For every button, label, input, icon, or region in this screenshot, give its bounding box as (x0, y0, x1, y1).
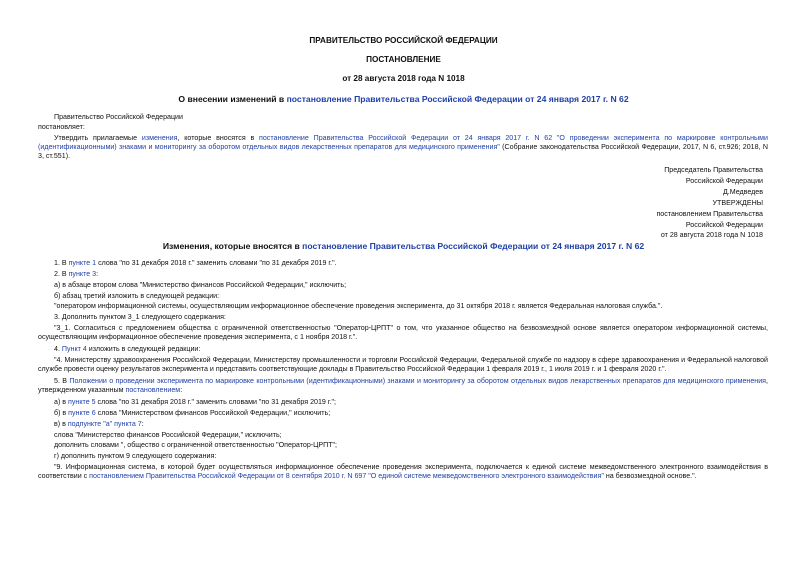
changes-heading: Изменения, которые вносятся в постановление Правительства Российской Федерации от 24 января 2017 г. N 62 (162, 241, 645, 251)
signature-org: Российской Федерации (685, 177, 763, 185)
item-5d: г) дополнить пунктом 9 следующего содержания: (54, 452, 217, 460)
decree-62-link[interactable]: постановление Правительства Российской Федерации от 24 января 2017 г. N 62 "О проведении эксперимента по маркировке контрольными (идентификационными) знаками и мониторингу за оборотом отдельных видов лекарственных препаратов для медицинского применения" (38, 134, 768, 151)
document-type: ПОСТАНОВЛЕНИЕ (366, 55, 441, 64)
decree-697-link[interactable]: постановлением Правительства Российской Федерации от 8 сентября 2010 г. N 697 "О единой системе межведомственного электронного взаимодействия" (89, 472, 604, 480)
item-2-link[interactable]: пункте 3 (68, 270, 97, 278)
item-2a: а) в абзаце втором слова "Министерство финансов Российской Федерации," исключить; (54, 281, 347, 289)
item-5: 5. В Положении о проведении эксперимента по маркировке контрольными (идентификационными) знаками и мониторингу за оборотом отдельных видов лекарственных препаратов для медицинского применения, утвержденном указанным постановлением: (38, 377, 769, 394)
item-3-quote: "3_1. Согласиться с предложением общества с ограниченной ответственностью "Оператор-ЦРПТ" о том, что указанное общество на безвозмездной основе является оператором информационной системы, осуществляющим информационное обеспечение проведения эксперимента, с 1 ноября 2018 г.". (38, 324, 768, 341)
approved-by: постановлением Правительства (656, 210, 763, 218)
changes-heading-link[interactable]: постановление Правительства Российской Федерации от 24 января 2017 г. N 62 (302, 241, 645, 251)
item-5c: в) в подпункте "а" пункта 7: (54, 420, 144, 428)
approved-date: от 28 августа 2018 года N 1018 (660, 231, 763, 239)
item-4-link[interactable]: Пункт 4 (61, 345, 87, 353)
item-2: 2. В пункте 3: (54, 270, 99, 278)
item-5c-line-2: дополнить словами ", общество с ограниченной ответственностью "Оператор-ЦРПТ"; (54, 441, 338, 449)
title-link[interactable]: постановление Правительства Российской Федерации от 24 января 2017 г. N 62 (286, 94, 629, 104)
item-2b-quote: "оператором информационной системы, осуществляющим информационное обеспечение проведения эксперимента, до 31 октября 2018 г. является Федеральная налоговая служба.". (54, 302, 663, 310)
item-1: 1. В пункте 1 слова "по 31 декабря 2018 г." заменить словами "по 31 декабря 2019 г.". (54, 259, 337, 267)
approved-label: УТВЕРЖДЕНЫ (712, 199, 763, 207)
signature-name: Д.Медведев (722, 188, 763, 196)
item-5b-link[interactable]: пункте 6 (68, 409, 96, 417)
item-5a: а) в пункте 5 слова "по 31 декабря 2018 г." заменить словами "по 31 декабря 2019 г."; (54, 398, 337, 406)
changes-link[interactable]: изменения (141, 134, 178, 142)
item-4: 4. Пункт 4 изложить в следующей редакции: (54, 345, 201, 353)
document-date: от 28 августа 2018 года N 1018 (342, 74, 465, 83)
title-text: О внесении изменений в (178, 94, 287, 104)
signature-position: Председатель Правительства (664, 166, 763, 174)
regulation-link[interactable]: Положении о проведении эксперимента по маркировке контрольными (идентификационными) знаками и мониторингу за оборотом отдельных видов лекарственных препаратов для медицинского применения (69, 377, 767, 385)
item-5a-link[interactable]: пункте 5 (68, 398, 96, 406)
item-2b: б) абзац третий изложить в следующей редакции: (54, 292, 220, 300)
preamble-line-2: постановляет: (38, 123, 85, 131)
approved-org: Российской Федерации (685, 221, 763, 229)
preamble-paragraph: Утвердить прилагаемые изменения, которые вносятся в постановление Правительства Российской Федерации от 24 января 2017 г. N 62 "О проведении эксперимента по маркировке контрольными (идентификационными) знаками и мониторингу за оборотом отдельных видов лекарственных препаратов для медицинского применения" (Собрание законодательства Российской Федерации, 2017, N 6, ст.926; 2018, N 3, ст.551). (38, 134, 768, 160)
item-3: 3. Дополнить пунктом 3_1 следующего содержания: (54, 313, 226, 321)
item-5c-line-1: слова "Министерство финансов Российской Федерации," исключить; (54, 431, 282, 439)
resolution-link[interactable]: постановлением (125, 386, 181, 394)
document-title (0, 94, 807, 104)
item-1-link[interactable]: пункте 1 (68, 259, 97, 267)
government-heading: ПРАВИТЕЛЬСТВО РОССИЙСКОЙ ФЕДЕРАЦИИ (309, 36, 498, 45)
preamble-line-1: Правительство Российской Федерации (54, 113, 183, 121)
item-5c-point-link[interactable]: пункта 7 (114, 420, 142, 428)
item-5b: б) в пункте 6 слова "Министерством финансов Российской Федерации," исключить; (54, 409, 331, 417)
item-4-quote: "4. Министерству здравоохранения Российской Федерации, Министерству промышленности и торговли Российской Федерации, Федеральной службе по надзору в сфере здравоохранения и Федеральной налоговой службе провести оценку результатов эксперимента и представить соответствующие доклады в Правительство Российской Федерации 1 февраля 2019 г., 1 июля 2019 г. и 1 февраля 2020 г.". (38, 356, 768, 373)
item-5d-quote: "9. Информационная система, в которой будет осуществляться информационное обеспечение проведения эксперимента, подключается к единой системе межведомственного электронного взаимодействия в соответствии с постановлением Правительства Российской Федерации от 8 сентября 2010 г. N 697 "О единой системе межведомственного электронного взаимодействия" на безвозмездной основе.". (38, 463, 768, 480)
item-5c-subitem-link[interactable]: подпункте "а" (67, 420, 113, 428)
